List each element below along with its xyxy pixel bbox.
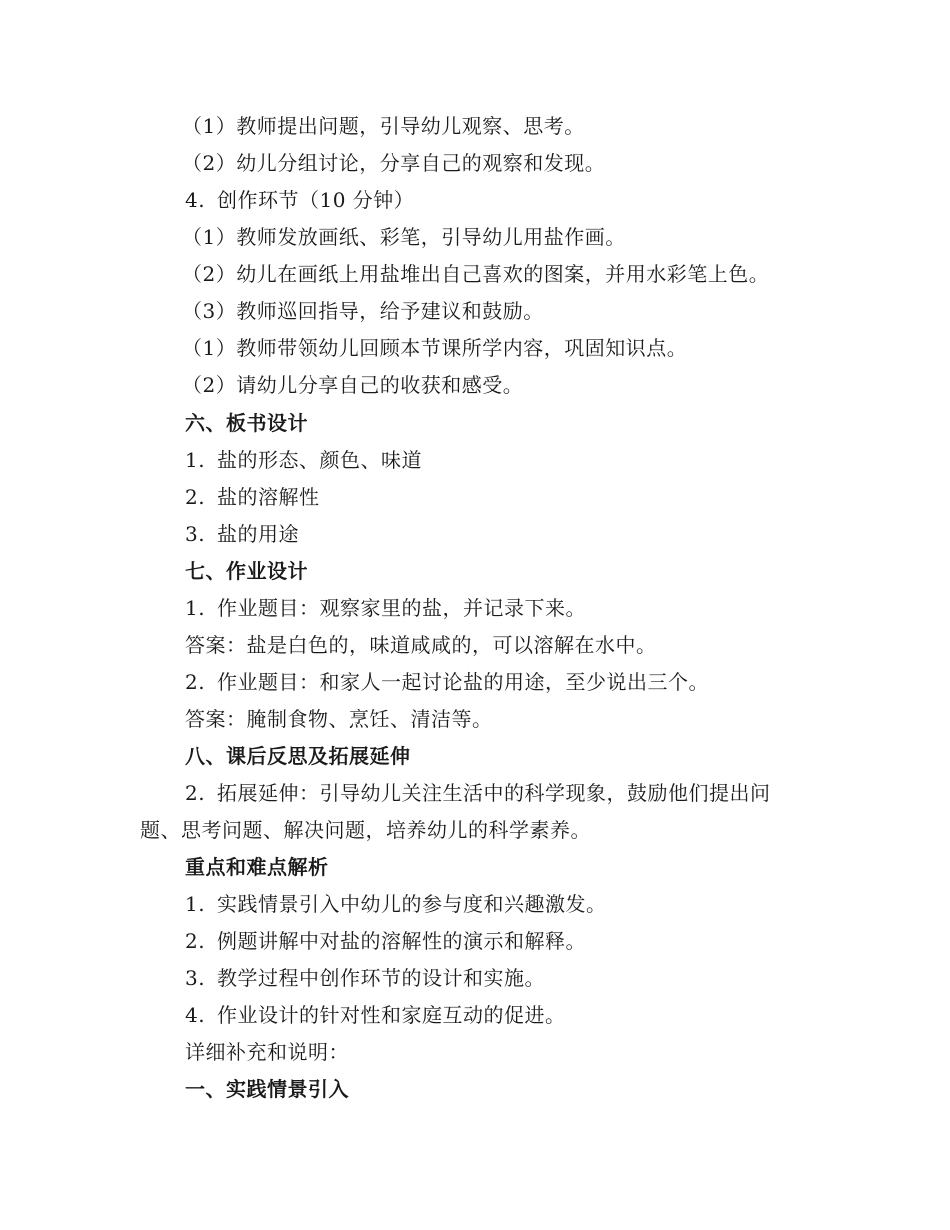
paragraph-line: （2）幼儿分组讨论，分享自己的观察和发现。 bbox=[182, 151, 606, 175]
item-number: 4. bbox=[185, 1003, 206, 1027]
paragraph-line: （2）幼儿在画纸上用盐堆出自己喜欢的图案，并用水彩笔上色。 bbox=[182, 262, 770, 286]
paragraph-line: （1）教师发放画纸、彩笔，引导幼儿用盐作画。 bbox=[182, 225, 626, 249]
numbered-item: 3. 盐的用途 bbox=[185, 522, 299, 546]
numbered-item: 3. 教学过程中创作环节的设计和实施。 bbox=[185, 966, 545, 990]
item-number: 2. bbox=[185, 485, 206, 509]
section-heading-homework: 七、作业设计 bbox=[185, 559, 308, 583]
item-number: 2. bbox=[185, 781, 206, 805]
paragraph-line: 详细补充和说明： bbox=[185, 1040, 349, 1064]
numbered-item: 2. 例题讲解中对盐的溶解性的演示和解释。 bbox=[185, 929, 586, 953]
answer-line: 答案：腌制食物、烹饪、清洁等。 bbox=[185, 707, 493, 731]
item-number: 4. bbox=[185, 188, 206, 212]
answer-line: 答案：盐是白色的，味道咸咸的，可以溶解在水中。 bbox=[185, 633, 657, 657]
paragraph-line: （1）教师带领幼儿回顾本节课所学内容，巩固知识点。 bbox=[182, 336, 688, 360]
item-number: 2. bbox=[185, 670, 206, 694]
section-heading-reflection: 八、课后反思及拓展延伸 bbox=[185, 744, 411, 768]
numbered-item: 1. 实践情景引入中幼儿的参与度和兴趣激发。 bbox=[185, 892, 607, 916]
section-heading-practice-intro: 一、实践情景引入 bbox=[185, 1077, 349, 1101]
section-heading-board-design: 六、板书设计 bbox=[185, 411, 308, 435]
numbered-item: 1. 盐的形态、颜色、味道 bbox=[185, 448, 422, 472]
paragraph-line: （3）教师巡回指导，给予建议和鼓励。 bbox=[182, 299, 544, 323]
numbered-item: 1. 作业题目：观察家里的盐，并记录下来。 bbox=[185, 596, 586, 620]
numbered-item: 4. 创作环节（10 分钟） bbox=[185, 188, 415, 212]
paragraph-line: （2）请幼儿分享自己的收获和感受。 bbox=[182, 373, 524, 397]
paragraph-line: （1）教师提出问题，引导幼儿观察、思考。 bbox=[182, 114, 585, 138]
item-number: 2. bbox=[185, 929, 206, 953]
numbered-item: 2. 拓展延伸：引导幼儿关注生活中的科学现象，鼓励他们提出问 bbox=[185, 781, 771, 805]
item-number: 1. bbox=[185, 596, 206, 620]
item-number: 3. bbox=[185, 522, 206, 546]
numbered-item: 2. 作业题目：和家人一起讨论盐的用途，至少说出三个。 bbox=[185, 670, 709, 694]
numbered-item: 4. 作业设计的针对性和家庭互动的促进。 bbox=[185, 1003, 566, 1027]
numbered-item: 2. 盐的溶解性 bbox=[185, 485, 320, 509]
paragraph-continuation: 题、思考问题、解决问题，培养幼儿的科学素养。 bbox=[140, 818, 591, 842]
item-number: 3. bbox=[185, 966, 206, 990]
item-number: 1. bbox=[185, 892, 206, 916]
item-number: 1. bbox=[185, 448, 206, 472]
section-heading-key-points: 重点和难点解析 bbox=[185, 855, 329, 879]
